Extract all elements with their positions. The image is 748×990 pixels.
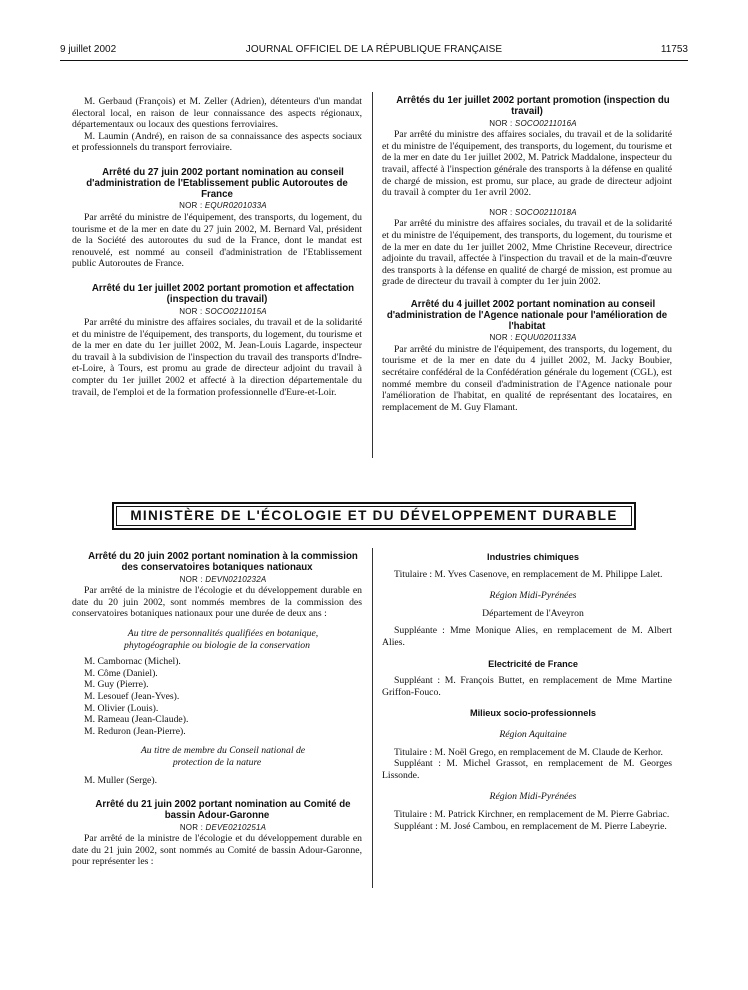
paragraph: Suppléant : M. José Cambou, en remplacement de M. Pierre Labeyrie.	[394, 820, 667, 832]
section-heading: Industries chimiques	[487, 552, 579, 562]
header-page-number: 11753	[660, 44, 688, 55]
decree-body: Par arrêté de la ministre de l'écologie et du développement durable en date du 20 juin 2002, sont nommés membres de la commission des conservatoires botaniques nationaux pour une durée de deux ans :	[72, 585, 362, 620]
nor-reference: NOR : DEVE0210251A	[179, 822, 267, 832]
nor-reference: NOR : EQUR0201033A	[179, 201, 267, 211]
list-item: M. Olivier (Louis).	[84, 702, 159, 714]
decree-title: Arrêtés du 1er juillet 2002 portant promotion (inspection du travail)	[396, 95, 670, 117]
decree-title: Arrêté du 21 juin 2002 portant nomination au Comité de bassin Adour-Garonne	[95, 799, 351, 821]
decree-body: Par arrêté du ministre de l'équipement, des transports, du logement, du tourisme et de la mer en date du 27 juin 2002, M. Bernard Val, président de la Société des autoroutes du sud de la France, dont le mandat est renouvelé, est nommé au conseil d'administration de l'Etablissement public Autoroutes de France.	[72, 211, 362, 270]
section-subtitle: Au titre de membre du Conseil national de protection de la nature	[140, 745, 306, 768]
decree-title: Arrêté du 4 juillet 2002 portant nomination au conseil d'administration de l'Agence nationale pour l'amélioration de l'habitat	[386, 298, 668, 332]
list-item: M. Reduron (Jean-Pierre).	[84, 725, 186, 737]
paragraph: Suppléante : Mme Monique Alies, en remplacement de M. Albert Alies.	[382, 625, 672, 648]
nor-reference: NOR : SOCO0211015A	[179, 306, 267, 316]
section-heading: Milieux socio-professionnels	[469, 708, 597, 719]
bottom-right-column	[382, 552, 672, 832]
members-list	[72, 656, 362, 737]
paragraph: Titulaire : M. Noël Grego, en remplacement de M. Claude de Kerhor.	[394, 746, 663, 758]
list-item: M. Guy (Pierre).	[84, 679, 149, 691]
decree-body: Par arrêté du ministre des affaires sociales, du travail et de la solidarité et du ministre de l'équipement, des transports, du logement, du tourisme et de la mer en date du 1er juillet 2002, M. Jean-Louis Lagarde, inspecteur du travail à la subdivision de l'inspection du travail des transports d'Indre-et-Loire, à Tours, est promu au grade de directeur adjoint du travail à compter du 1er juillet 2002 et affecté à la direction départementale du travail, de l'emploi et de la formation professionnelle d'Eure-et-Loir.	[72, 317, 362, 398]
paragraph: M. Gerbaud (François) et M. Zeller (Adrien), détenteurs d'un mandat électoral local, en raison de leur connaissance des aspects régionaux, départementaux ou locaux des questions ferroviaires.	[72, 96, 362, 131]
department-heading: Département de l'Aveyron	[482, 607, 584, 619]
list-item: M. Cambornac (Michel).	[84, 656, 181, 668]
top-right-column	[382, 96, 672, 413]
region-heading: Région Aquitaine	[499, 728, 567, 740]
decree-body: Par arrêté du ministre des affaires sociales, du travail et de la solidarité et du ministre de l'équipement, des transports, du logement, du tourisme et de la mer en date du 1er juillet 2002, M. Patrick Maddalone, inspecteur du travail, affecté à l'inspection générale des transports à la défense en qualité de chargé de mission, est promu, sur place, au grade de directeur adjoint du travail à compter du 1er avril 2002.	[382, 129, 672, 199]
decree-body: Par arrêté de la ministre de l'écologie et du développement durable en date du 21 juin 2002, sont nommés au Comité de bassin Adour-Garonne, pour représenter les :	[72, 833, 362, 868]
page-header	[60, 44, 688, 60]
decree-title: Arrêté du 20 juin 2002 portant nomination à la commission des conservatoires botaniques nationaux	[88, 551, 358, 573]
bottom-left-column	[72, 552, 362, 868]
ministry-banner-title: MINISTÈRE DE L'ÉCOLOGIE ET DU DÉVELOPPEMENT DURABLE	[116, 506, 632, 526]
decree-title: Arrêté du 1er juillet 2002 portant promotion et affectation (inspection du travail)	[91, 282, 355, 305]
nor-reference: NOR : SOCO0211018A	[489, 207, 577, 217]
list-item: M. Rameau (Jean-Claude).	[84, 714, 189, 726]
paragraph: Suppléant : M. François Buttet, en remplacement de Mme Martine Griffon-Fouco.	[382, 675, 672, 698]
section-heading: Electricité de France	[488, 658, 578, 669]
nor-reference: NOR : SOCO0211016A	[489, 118, 577, 128]
region-heading: Région Midi-Pyrénées	[489, 791, 577, 803]
nor-reference: NOR : DEVN0210232A	[179, 574, 267, 584]
decree-title: Arrêté du 27 juin 2002 portant nomination au conseil d'administration de l'Etablissement public Autoroutes de France	[86, 166, 348, 200]
paragraph: Suppléant : M. Michel Grassot, en remplacement de M. Georges Lissonde.	[382, 758, 672, 781]
paragraph: M. Laumin (André), en raison de sa connaissance des aspects sociaux et professionnels du transport ferroviaire.	[72, 130, 362, 154]
header-journal-title: JOURNAL OFFICIEL DE LA RÉPUBLIQUE FRANÇAISE	[245, 44, 503, 55]
list-item: M. Muller (Serge).	[84, 774, 158, 786]
nor-reference: NOR : EQUU0201133A	[489, 333, 577, 343]
section-subtitle: Au titre de personnalités qualifiées en botanique, phytogéographie ou biologie de la conservation	[124, 627, 319, 651]
decree-body: Par arrêté du ministre de l'équipement, des transports, du logement, du tourisme et de la mer en date du 4 juillet 2002, M. Jacky Boubier, secrétaire confédéral de la Confédération générale du logement (CGL), est nommé membre du conseil d'administration de l'Agence nationale pour l'amélioration de l'habitat, en qualité de représentant des locataires, en remplacement de M. Guy Flamant.	[382, 343, 672, 413]
decree-body: Par arrêté du ministre des affaires sociales, du travail et de la solidarité et du ministre de l'équipement, des transports, du logement, du tourisme et de la mer en date du 1er juillet 2002, Mme Christine Receveur, directrice adjointe du travail, affectée à l'inspection du travail et de la main-d'œuvre des transports à la défense en qualité de chargé de mission, est promue au grade de directeur du travail à compter du 1er juin 2002.	[382, 218, 672, 288]
list-item: M. Lesouef (Jean-Yves).	[84, 690, 180, 702]
header-rule	[60, 60, 688, 61]
region-heading: Région Midi-Pyrénées	[489, 590, 577, 602]
ministry-banner	[112, 502, 636, 530]
top-left-column	[72, 96, 362, 398]
paragraph: Titulaire : M. Patrick Kirchner, en remplacement de M. Pierre Gabriac.	[394, 808, 670, 820]
list-item: M. Côme (Daniel).	[84, 667, 158, 679]
paragraph: Titulaire : M. Yves Casenove, en remplacement de M. Philippe Lalet.	[394, 568, 663, 580]
header-date: 9 juillet 2002	[60, 44, 117, 55]
column-divider	[372, 92, 373, 458]
column-divider	[372, 548, 373, 888]
